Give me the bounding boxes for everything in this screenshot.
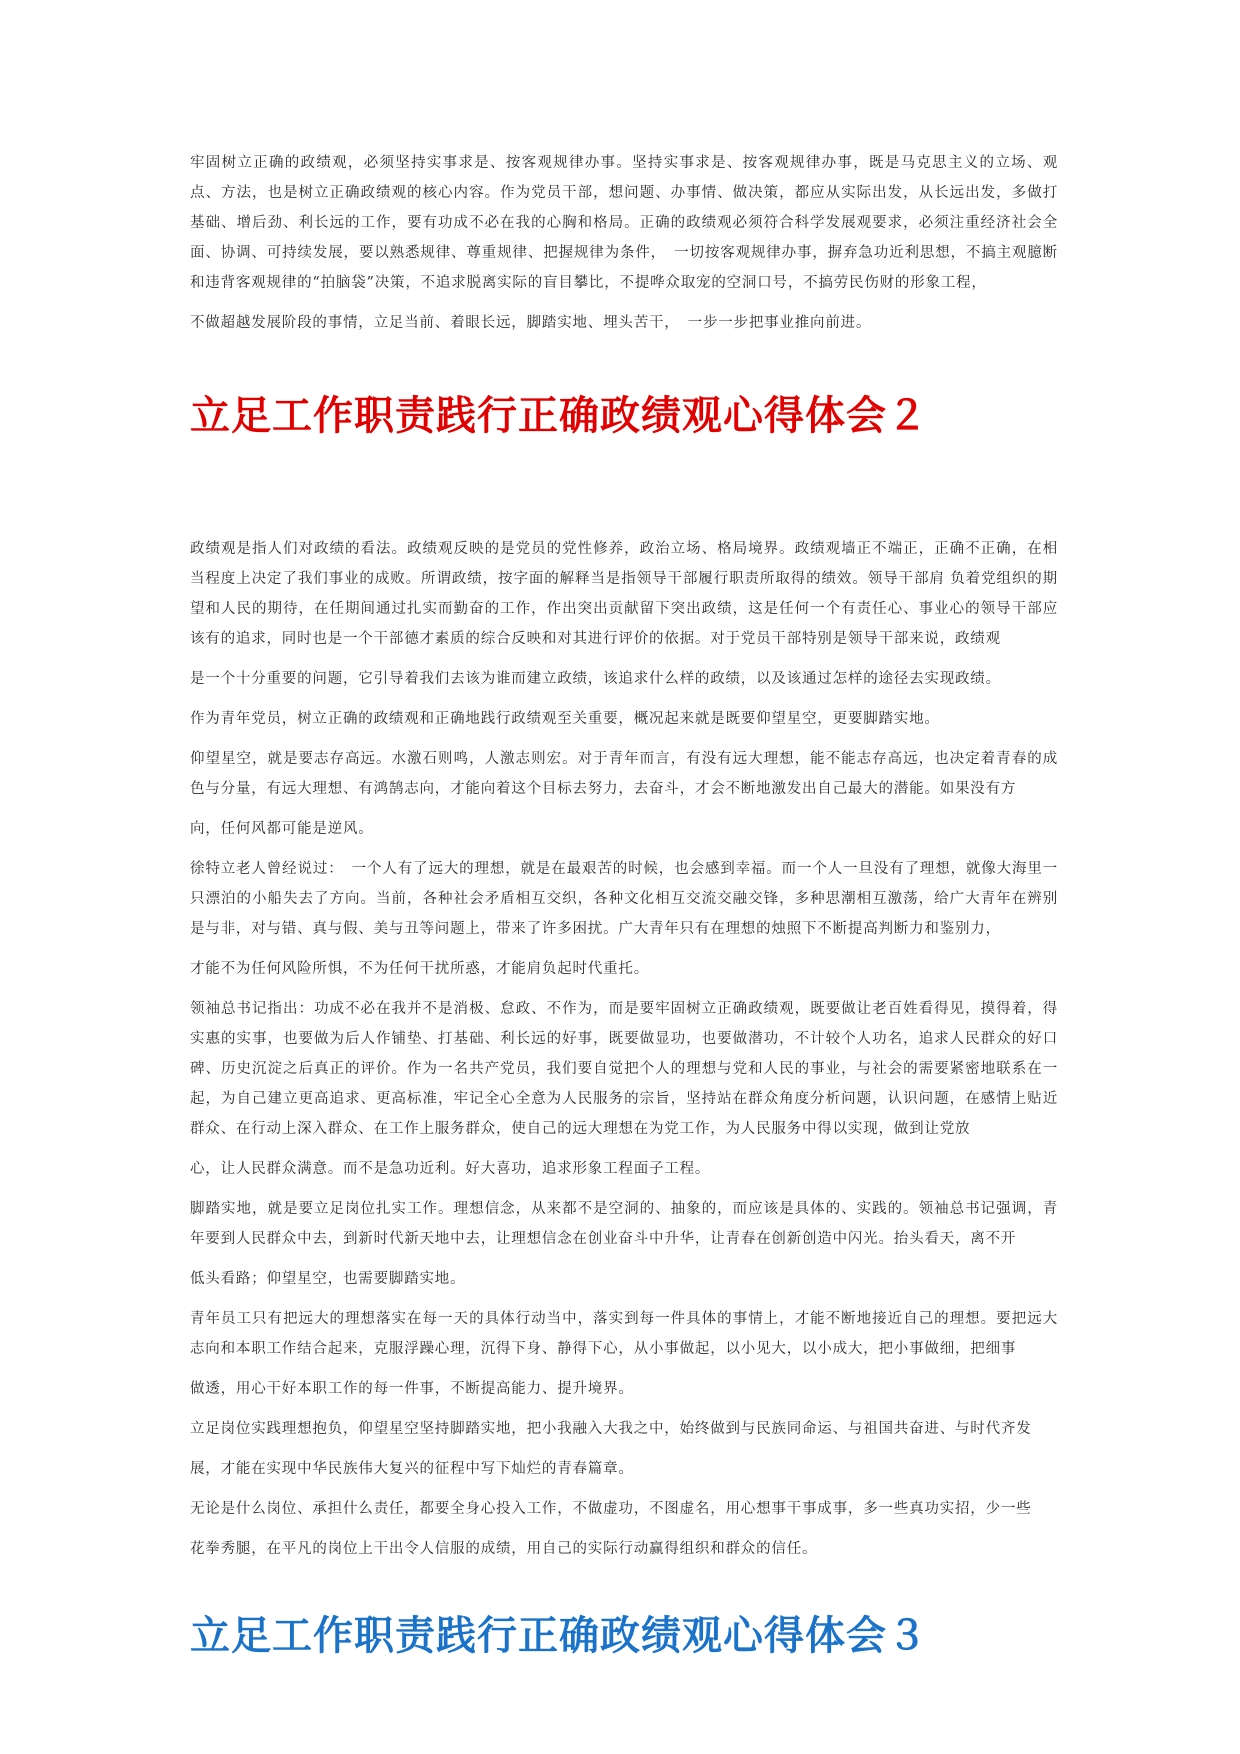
paragraph: 无论是什么岗位、承担什么责任，都要全身心投入工作，不做虚功，不图虚名，用心想事干事成事，多一些真功实招，少一些 [190, 1501, 1032, 1517]
paragraph: 是一个十分重要的问题，它引导着我们去该为谁而建立政绩，该追求什么样的政绩，以及该通过怎样的途径去实现政绩。 [190, 671, 1001, 687]
paragraph: 花拳秀腿，在平凡的岗位上干出令人信服的成绩，用自己的实际行动赢得组织和群众的信任。 [190, 1541, 818, 1557]
paragraph: 领袖总书记指出：功成不必在我并不是消极、怠政、不作为，而是要牢固树立正确政绩观，既要做让老百姓看得见，摸得着，得实惠的实事，也要做为后人作铺垫、打基础、利长远的好事，既要做显功，也要做潜功，不计较个人功名，追求人民群众的好口碑、历史沉淀之后真正的评价。作为一名共产党员，我们要自觉把个人的理想与党和人民的事业，与社会的需要紧密地联系在一起，为自己建立更高追求、更高标准，牢记全心全意为人民服务的宗旨，坚持站在群众角度分析问题，认识问题，在感情上贴近群众、在行动上深入群众、在工作上服务群众，使自己的远大理想在为党工作，为人民服务中得以实现，做到让党放 [190, 1001, 1058, 1137]
section-2-body [190, 534, 1058, 1564]
paragraph: 立足岗位实践理想抱负，仰望星空坚持脚踏实地，把小我融入大我之中，始终做到与民族同命运、与祖国共奋进、与时代齐发 [190, 1421, 1032, 1437]
paragraph: 脚踏实地，就是要立足岗位扎实工作。理想信念，从来都不是空洞的、抽象的，而应该是具体的、实践的。领袖总书记强调，青年要到人民群众中去，到新时代新天地中去，让理想信念在创业奋斗中升华，让青春在创新创造中闪光。抬头看天，离不开 [190, 1201, 1058, 1247]
section-heading-2: 立足工作职责践行正确政绩观心得体会２ [190, 392, 928, 439]
paragraph: 作为青年党员，树立正确的政绩观和正确地践行政绩观至关重要，概况起来就是既要仰望星空，更要脚踏实地。 [190, 711, 940, 727]
paragraph: 不做超越发展阶段的事情，立足当前、着眼长远，脚踏实地、埋头苦干， 一步一步把事业推向前进。 [190, 315, 872, 331]
paragraph: 徐特立老人曾经说过： 一个人有了远大的理想，就是在最艰苦的时候，也会感到幸福。而一个人一旦没有了理想，就像大海里一只漂泊的小船失去了方向。当前，各种社会矛盾相互交织，各种文化相互交流交融交锋，多种思潮相互激荡，给广大青年在辨别是与非，对与错、真与假、美与丑等问题上，带来了许多困扰。广大青年只有在理想的烛照下不断提高判断力和鉴别力， [190, 861, 1058, 937]
paragraph: 低头看路；仰望星空，也需要脚踏实地。 [190, 1271, 466, 1287]
section-heading-3: 立足工作职责践行正确政绩观心得体会３ [190, 1612, 928, 1659]
paragraph: 做透，用心干好本职工作的每一件事，不断提高能力、提升境界。 [190, 1381, 634, 1397]
paragraph: 展，才能在实现中华民族伟大复兴的征程中写下灿烂的青春篇章。 [190, 1461, 634, 1477]
paragraph: 仰望星空，就是要志存高远。水激石则鸣，人激志则宏。对于青年而言，有没有远大理想，能不能志存高远，也决定着青春的成色与分量，有远大理想、有鸿鹄志向，才能向着这个目标去努力，去奋斗，才会不断地激发出自己最大的潜能。如果没有方 [190, 751, 1058, 797]
paragraph: 政绩观是指人们对政绩的看法。政绩观反映的是党员的党性修养，政治立场、格局境界。政绩观墙正不端正，正确不正确，在相当程度上决定了我们事业的成败。所谓政绩，按字面的解释当是指领导干部履行职责所取得的绩效。领导干部肩 负着党组织的期望和人民的期待，在任期间通过扎实而勤奋的工作，作出突出贡献留下突出政绩，这是任何一个有责任心、事业心的领导干部应该有的追求，同时也是一个干部德才素质的综合反映和对其进行评价的依据。对于党员干部特别是领导干部来说，政绩观 [190, 541, 1058, 647]
document-body [190, 148, 1058, 1662]
paragraph: 牢固树立正确的政绩观，必须坚持实事求是、按客观规律办事。坚持实事求是、按客观规律办事，既是马克思主义的立场、观点、方法，也是树立正确政绩观的核心内容。作为党员干部，想问题、办事情、做决策，都应从实际出发，从长远出发，多做打基础、增后劲、利长远的工作，要有功成不必在我的心胸和格局。正确的政绩观必须符合科学发展观要求，必须注重经济社会全面、协调、可持续发展，要以熟悉规律、尊重规律、把握规律为条件， 一切按客观规律办事，摒弃急功近利思想，不搞主观臆断和违背客观规律的“拍脑袋”决策，不追求脱离实际的盲目攀比，不提哗众取宠的空洞口号，不搞劳民伤财的形象工程， [190, 155, 1058, 291]
paragraph: 心，让人民群众满意。而不是急功近利。好大喜功，追求形象工程面子工程。 [190, 1161, 711, 1177]
paragraph: 才能不为任何风险所惧，不为任何干扰所惑，才能肩负起时代重托。 [190, 961, 649, 977]
paragraph: 向，任何风都可能是逆风。 [190, 821, 374, 837]
paragraph: 青年员工只有把远大的理想落实在每一天的具体行动当中，落实到每一件具体的事情上，才能不断地接近自己的理想。要把远大志向和本职工作结合起来，克服浮躁心理，沉得下身、静得下心，从小事做起，以小见大，以小成大，把小事做细，把细事 [190, 1311, 1058, 1357]
